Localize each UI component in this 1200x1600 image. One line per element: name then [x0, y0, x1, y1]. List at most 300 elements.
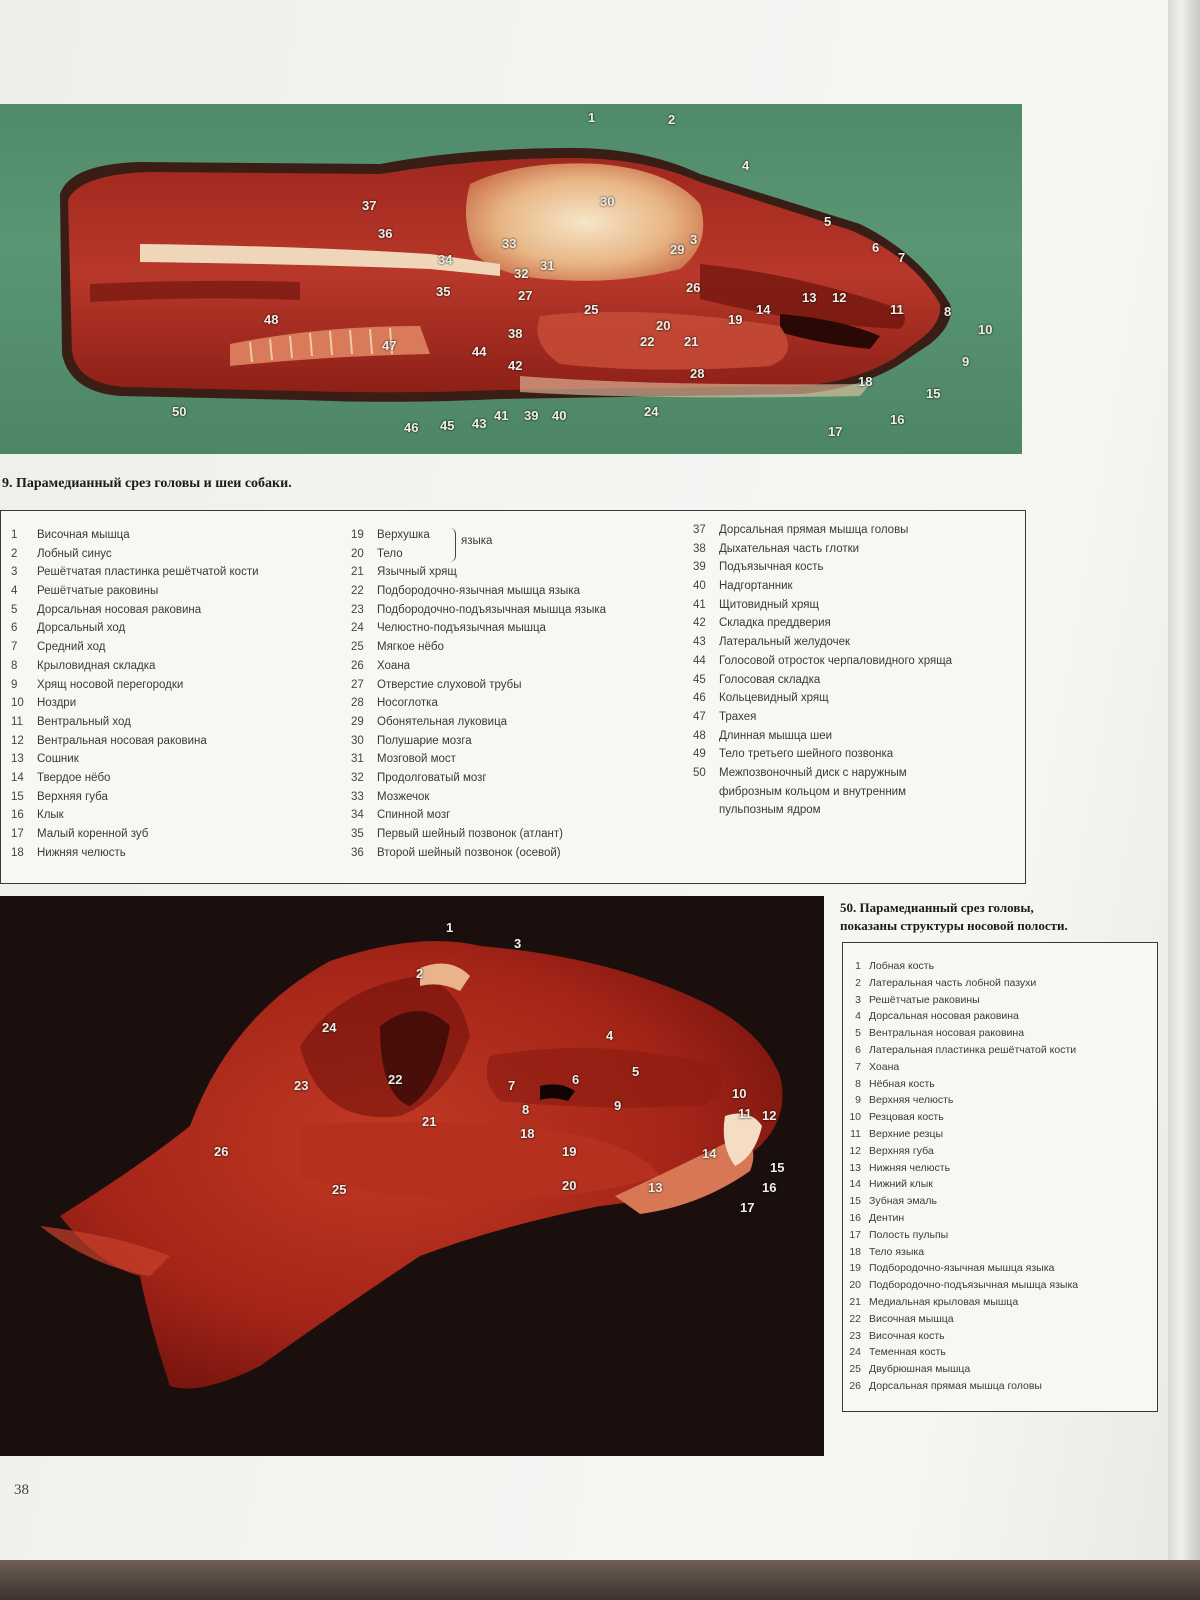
legend-number: 33	[351, 790, 364, 803]
fig49-label: 8	[944, 304, 952, 319]
legend-number: 27	[351, 678, 364, 691]
figure-49-legend	[0, 510, 1026, 884]
legend-item	[11, 563, 331, 582]
legend-text: Полушарие мозга	[377, 734, 472, 747]
legend-item	[351, 619, 681, 638]
legend-text: Продолговатый мозг	[377, 771, 487, 784]
legend-item	[11, 601, 331, 620]
fig49-label: 43	[472, 416, 487, 431]
legend-number: 24	[849, 1346, 861, 1359]
legend-number: 3	[855, 993, 861, 1006]
legend-number: 8	[11, 659, 18, 672]
legend-item	[351, 825, 681, 844]
legend-item	[843, 1109, 1157, 1126]
legend-item	[693, 745, 1023, 764]
legend-item	[351, 713, 681, 732]
legend-number: 9	[11, 678, 18, 691]
legend-item	[843, 1260, 1157, 1277]
legend-item	[843, 1076, 1157, 1093]
legend-item	[843, 975, 1157, 992]
fig49-label: 35	[436, 284, 451, 299]
legend-text: Дорсальная носовая раковина	[37, 603, 202, 616]
fig49-label: 30	[600, 194, 615, 209]
fig49-label: 26	[686, 280, 701, 295]
legend-number: 26	[351, 659, 364, 672]
legend-text: Мозговой мост	[377, 753, 456, 766]
legend-number: 15	[11, 790, 24, 803]
legend-text: Дентин	[869, 1211, 905, 1224]
fig49-label: 17	[828, 424, 843, 439]
legend-item	[843, 1160, 1157, 1177]
legend-item	[693, 596, 1023, 615]
legend-text: Ноздри	[37, 697, 77, 710]
figure-50-caption-line-2: показаны структуры носовой полости.	[840, 918, 1068, 933]
fig49-label: 6	[872, 240, 880, 255]
fig50-label: 12	[762, 1108, 777, 1123]
legend-number: 23	[351, 603, 364, 616]
legend-item	[351, 806, 681, 825]
legend-number: 7	[11, 641, 18, 654]
legend-text: Верхняя губа	[869, 1144, 934, 1157]
legend-text: Хоана	[869, 1060, 900, 1073]
legend-text: Обонятельная луковица	[377, 715, 508, 728]
fig49-label: 38	[508, 326, 523, 341]
legend-text: Лобный синус	[37, 547, 112, 560]
legend-item	[11, 582, 331, 601]
legend-item	[843, 1042, 1157, 1059]
fig50-label: 21	[422, 1114, 437, 1129]
legend-item	[693, 652, 1023, 671]
legend-text: Дорсальный ход	[37, 622, 126, 635]
legend-text: Медиальная крыловая мышца	[869, 1295, 1019, 1308]
legend-item	[693, 633, 1023, 652]
legend-number: 31	[351, 753, 364, 766]
legend-text: Зубная эмаль	[869, 1195, 937, 1208]
legend-number: 12	[849, 1144, 861, 1157]
fig50-label: 1	[446, 920, 454, 935]
fig49-label: 28	[690, 366, 705, 381]
legend-number: 1	[11, 529, 18, 541]
legend-number: 49	[693, 748, 706, 761]
legend-item-continuation: фиброзным кольцом и внутренним	[719, 785, 907, 798]
legend-item	[11, 638, 331, 657]
fig50-label: 18	[520, 1126, 535, 1141]
legend-number: 9	[855, 1094, 861, 1107]
legend-item	[843, 1344, 1157, 1361]
legend-number: 11	[11, 715, 23, 728]
legend-text: Складка преддверия	[719, 617, 831, 630]
fig49-label: 15	[926, 386, 941, 401]
fig50-label: 6	[572, 1072, 580, 1087]
legend-number: 2	[855, 976, 861, 989]
legend-text: Второй шейный позвонок (осевой)	[377, 846, 561, 859]
fig49-label: 3	[690, 232, 698, 247]
legend-item	[11, 713, 331, 732]
fig49-label: 24	[644, 404, 659, 419]
fig49-label: 50	[172, 404, 187, 419]
legend-item	[693, 614, 1023, 633]
legend-item	[351, 582, 681, 601]
head-neck-section-illustration	[0, 104, 1022, 454]
legend-number: 6	[11, 622, 18, 635]
fig49-label: 33	[502, 236, 517, 251]
legend-number: 25	[351, 641, 364, 654]
fig49-label: 16	[890, 412, 905, 427]
fig49-label: 22	[640, 334, 655, 349]
legend-item	[693, 708, 1023, 727]
legend-text: Нижний клык	[869, 1178, 933, 1191]
legend-item	[11, 694, 331, 713]
legend-text: Лобная кость	[869, 960, 935, 972]
fig50-label: 22	[388, 1072, 403, 1087]
fig49-label: 9	[962, 354, 970, 369]
legend-item	[693, 577, 1023, 596]
legend-item	[843, 1227, 1157, 1244]
legend-number: 17	[11, 828, 24, 840]
fig50-label: 23	[294, 1078, 309, 1093]
legend-item	[843, 1193, 1157, 1210]
fig49-label: 20	[656, 318, 671, 333]
fig50-label: 25	[332, 1182, 347, 1197]
legend-number: 21	[849, 1295, 861, 1308]
legend-number: 10	[849, 1111, 861, 1124]
legend-text: Дорсальная прямая мышца головы	[869, 1379, 1042, 1392]
legend-number: 37	[693, 524, 706, 536]
legend-item	[11, 676, 331, 695]
legend-number: 10	[11, 697, 24, 710]
legend-item	[693, 727, 1023, 746]
legend-text: Трахея	[719, 710, 757, 723]
legend-number: 1	[855, 960, 861, 972]
legend-item	[11, 844, 331, 863]
legend-number: 18	[849, 1245, 861, 1258]
legend-text: Верхушка	[377, 529, 430, 541]
legend-text: Височная мышца	[37, 529, 130, 541]
fig50-label: 8	[522, 1102, 530, 1117]
page-edge	[1168, 0, 1200, 1600]
legend-item	[351, 526, 681, 545]
legend-item	[843, 1277, 1157, 1294]
fig50-label: 24	[322, 1020, 337, 1035]
legend-number: 46	[693, 692, 706, 705]
legend-text: Решётчатые раковины	[869, 993, 980, 1006]
fig49-label: 5	[824, 214, 832, 229]
brace-label: языка	[461, 535, 493, 547]
legend-number: 6	[855, 1043, 861, 1056]
legend-text: Дорсальная носовая раковина	[869, 1010, 1019, 1023]
legend-number: 25	[849, 1363, 861, 1376]
legend-number: 35	[351, 828, 364, 840]
legend-item	[351, 732, 681, 751]
fig50-label: 15	[770, 1160, 785, 1175]
legend-number: 15	[849, 1195, 861, 1208]
legend-text: Надгортанник	[719, 580, 793, 593]
legend-number: 7	[855, 1060, 861, 1073]
legend-number: 22	[351, 585, 364, 598]
legend-item	[351, 750, 681, 769]
legend-number: 4	[855, 1010, 861, 1023]
legend-item	[843, 1092, 1157, 1109]
page-number: 38	[14, 1482, 29, 1498]
figure-50-caption-line-1: 50. Парамедианный срез головы,	[840, 900, 1034, 915]
legend-number: 16	[11, 809, 24, 822]
legend-text: Твердое нёбо	[37, 771, 111, 784]
legend-item	[693, 521, 1023, 540]
fig49-label: 36	[378, 226, 393, 241]
figure-50-photo	[0, 896, 824, 1456]
legend-text: Полость пульпы	[869, 1228, 949, 1241]
fig50-label: 9	[614, 1098, 622, 1113]
nasal-cavity-section-illustration	[0, 896, 824, 1456]
legend-number: 24	[351, 622, 364, 635]
legend-item	[693, 558, 1023, 577]
fig49-label: 1	[588, 110, 596, 125]
legend-text: Голосовой отросток черпаловидного хряща	[719, 654, 953, 667]
fig50-label: 10	[732, 1086, 747, 1101]
fig50-label: 11	[738, 1106, 752, 1121]
legend-item	[843, 1311, 1157, 1328]
legend-number: 8	[855, 1077, 861, 1090]
fig49-label: 31	[540, 258, 555, 273]
legend-text: Верхняя губа	[37, 790, 108, 803]
legend-text: Спинной мозг	[377, 809, 451, 822]
legend-number: 36	[351, 846, 364, 859]
fig49-label: 41	[494, 408, 509, 423]
legend-text: Латеральный желудочек	[719, 636, 851, 649]
fig49-label: 27	[518, 288, 533, 303]
legend-number: 19	[849, 1262, 861, 1275]
legend-text: Сошник	[37, 753, 79, 766]
fig50-label: 4	[606, 1028, 614, 1043]
legend-number: 50	[693, 766, 706, 779]
legend-text: Первый шейный позвонок (атлант)	[377, 828, 563, 840]
legend-text: Длинная мышца шеи	[719, 729, 833, 742]
legend-item	[843, 1143, 1157, 1160]
legend-item	[843, 1328, 1157, 1345]
legend-item	[843, 1244, 1157, 1261]
legend-text: Клык	[37, 809, 64, 822]
legend-number: 20	[849, 1279, 861, 1292]
legend-column-fig50	[843, 958, 1157, 1395]
legend-number: 48	[693, 729, 706, 742]
fig50-label: 5	[632, 1064, 640, 1079]
fig49-label: 2	[668, 112, 676, 127]
fig49-label: 13	[802, 290, 817, 305]
fig49-label: 32	[514, 266, 529, 281]
legend-text: Двубрюшная мышца	[869, 1363, 971, 1376]
legend-number: 32	[351, 771, 364, 784]
legend-item	[351, 638, 681, 657]
legend-number: 30	[351, 734, 364, 747]
legend-text: Нижняя челюсть	[37, 846, 126, 859]
legend-text: Носоглотка	[377, 697, 438, 710]
legend-number: 14	[11, 771, 24, 784]
legend-number: 13	[11, 753, 24, 766]
legend-text: Хоана	[377, 659, 411, 672]
legend-number: 38	[693, 542, 706, 555]
legend-number: 2	[11, 547, 18, 560]
legend-item	[351, 788, 681, 807]
legend-text: Тело	[377, 547, 403, 560]
fig49-label: 4	[742, 158, 750, 173]
legend-number: 34	[351, 809, 364, 822]
legend-item	[693, 671, 1023, 690]
legend-item	[843, 1059, 1157, 1076]
legend-item	[843, 1126, 1157, 1143]
fig50-label: 26	[214, 1144, 229, 1159]
legend-item	[693, 689, 1023, 708]
legend-text: Подъязычная кость	[719, 561, 824, 574]
brace	[449, 528, 456, 562]
fig50-label: 14	[702, 1146, 717, 1161]
legend-text: Мозжечок	[377, 790, 430, 803]
legend-item	[843, 1361, 1157, 1378]
legend-number: 39	[693, 561, 706, 574]
legend-item	[351, 676, 681, 695]
legend-number: 47	[693, 710, 706, 723]
legend-item	[351, 601, 681, 620]
fig50-label: 20	[562, 1178, 577, 1193]
legend-text: Хрящ носовой перегородки	[37, 678, 184, 691]
legend-text: Голосовая складка	[719, 673, 821, 686]
legend-text: Височная кость	[869, 1329, 945, 1342]
legend-number: 5	[11, 603, 18, 616]
fig49-label: 48	[264, 312, 279, 327]
legend-item	[843, 1025, 1157, 1042]
legend-item	[11, 750, 331, 769]
fig49-label: 21	[684, 334, 699, 349]
fig49-label: 37	[362, 198, 377, 213]
legend-item	[11, 788, 331, 807]
legend-item	[693, 540, 1023, 559]
legend-number: 4	[11, 585, 18, 598]
legend-text: Малый коренной зуб	[37, 828, 149, 840]
legend-text: Дорсальная прямая мышца головы	[719, 524, 909, 536]
figure-50-legend	[842, 942, 1158, 1412]
legend-item	[11, 732, 331, 751]
fig50-label: 2	[416, 966, 424, 981]
legend-text: Дыхательная часть глотки	[719, 542, 860, 555]
legend-item	[351, 545, 681, 564]
legend-item-continuation: пульпозным ядром	[719, 804, 821, 817]
legend-text: Вентральный ход	[37, 715, 131, 728]
fig50-label: 13	[648, 1180, 663, 1195]
legend-text: Решётчатая пластинка решётчатой кости	[37, 566, 259, 579]
legend-number: 11	[850, 1127, 861, 1140]
legend-text: Средний ход	[37, 641, 106, 654]
legend-number: 23	[849, 1329, 861, 1342]
legend-text: Кольцевидный хрящ	[719, 692, 829, 705]
legend-text: Нёбная кость	[869, 1077, 935, 1090]
fig49-label: 40	[552, 408, 567, 423]
fig49-label: 47	[382, 338, 397, 353]
legend-text: Подбородочно-подъязычная мышца языка	[377, 603, 607, 616]
legend-item	[843, 1378, 1157, 1395]
figure-49-caption: 9. Парамедианный срез головы и шеи собаки.	[2, 476, 292, 491]
legend-number: 22	[849, 1312, 861, 1325]
legend-number: 12	[11, 734, 24, 747]
legend-number: 5	[855, 1027, 861, 1040]
legend-column-2	[351, 526, 681, 862]
legend-number: 42	[693, 617, 706, 630]
fig49-label: 39	[524, 408, 539, 423]
legend-item	[693, 764, 1023, 783]
fig49-label: 11	[890, 302, 904, 317]
legend-text: Мягкое нёбо	[377, 641, 444, 654]
legend-number: 44	[693, 654, 706, 667]
legend-text: Крыловидная складка	[37, 659, 156, 672]
fig49-label: 44	[472, 344, 487, 359]
fig49-label: 10	[978, 322, 993, 337]
legend-number: 18	[11, 846, 24, 859]
fig49-label: 25	[584, 302, 599, 317]
fig49-label: 42	[508, 358, 523, 373]
legend-item	[11, 526, 331, 545]
legend-number: 28	[351, 697, 364, 710]
figure-49-photo	[0, 104, 1022, 454]
legend-text: Верхняя челюсть	[869, 1094, 954, 1107]
legend-number: 26	[849, 1379, 861, 1392]
legend-item	[351, 563, 681, 582]
legend-text: Латеральная часть лобной пазухи	[869, 976, 1037, 989]
legend-item	[351, 694, 681, 713]
legend-item	[843, 1176, 1157, 1193]
legend-item	[351, 769, 681, 788]
legend-item	[11, 769, 331, 788]
legend-item	[351, 844, 681, 863]
legend-item	[11, 657, 331, 676]
legend-text: Теменная кость	[869, 1346, 946, 1359]
legend-number: 41	[693, 598, 706, 611]
legend-text: Межпозвоночный диск с наружным	[719, 766, 907, 779]
legend-item	[11, 619, 331, 638]
fig49-label: 12	[832, 290, 847, 305]
legend-text: Височная мышца	[869, 1312, 954, 1325]
legend-text: Латеральная пластинка решётчатой кости	[869, 1043, 1077, 1056]
fig49-label: 18	[858, 374, 873, 389]
legend-column-3	[693, 521, 1023, 820]
fig49-label: 45	[440, 418, 455, 433]
legend-text: Резцовая кость	[869, 1111, 944, 1124]
legend-text: Решётчатые раковины	[37, 585, 159, 598]
fig49-label: 29	[670, 242, 685, 257]
legend-number: 29	[351, 715, 364, 728]
legend-number: 14	[849, 1178, 861, 1191]
legend-text: Тело третьего шейного позвонка	[719, 748, 894, 761]
fig49-label: 34	[438, 252, 453, 267]
fig49-label: 14	[756, 302, 771, 317]
legend-text: Подбородочно-подъязычная мышца языка	[869, 1279, 1079, 1292]
legend-item	[11, 545, 331, 564]
legend-number: 19	[351, 529, 364, 541]
fig49-label: 7	[898, 250, 906, 265]
legend-text: Вентральная носовая раковина	[37, 734, 207, 747]
legend-item	[11, 806, 331, 825]
legend-text: Верхние резцы	[869, 1127, 944, 1140]
legend-text: Отверстие слуховой трубы	[377, 678, 522, 691]
legend-item	[843, 1210, 1157, 1227]
legend-item	[843, 1294, 1157, 1311]
fig50-label: 17	[740, 1200, 755, 1215]
legend-item	[843, 1008, 1157, 1025]
legend-text: Подбородочно-язычная мышца языка	[377, 585, 581, 598]
legend-text: Язычный хрящ	[377, 566, 457, 579]
legend-column-1	[11, 526, 331, 862]
legend-text: Нижняя челюсть	[869, 1161, 951, 1174]
legend-number: 40	[693, 580, 706, 593]
legend-text: Вентральная носовая раковина	[869, 1027, 1025, 1040]
fig49-label: 46	[404, 420, 419, 435]
